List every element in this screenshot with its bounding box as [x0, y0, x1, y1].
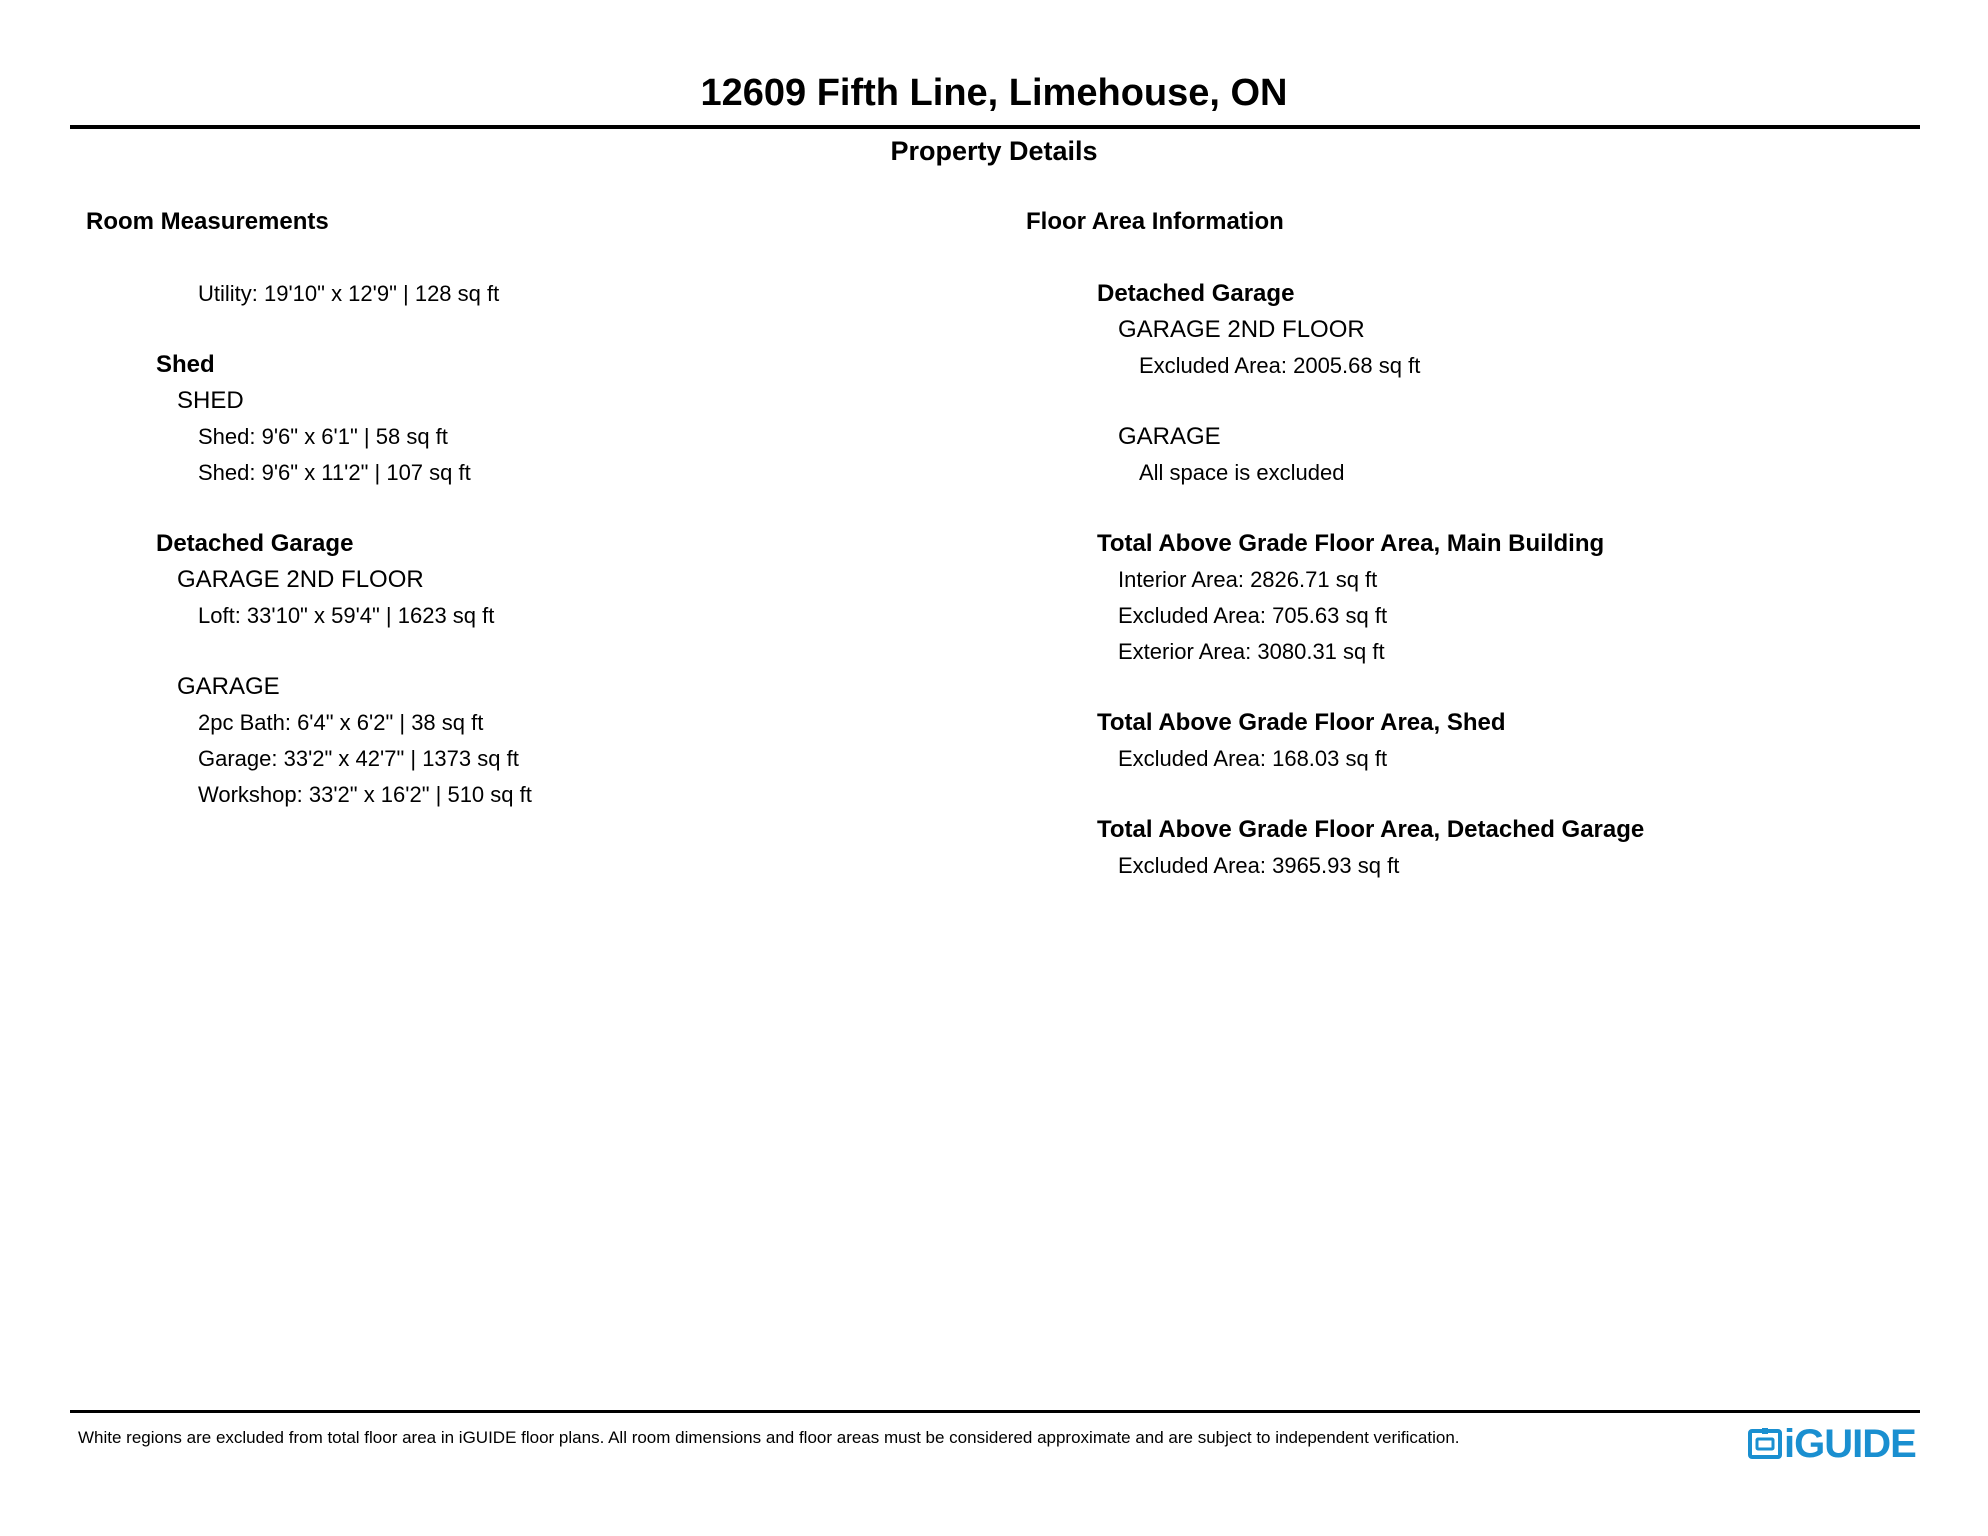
floor-area-column	[1026, 206, 1926, 238]
fa-total-main-interior: Interior Area: 2826.71 sq ft	[1118, 567, 1378, 592]
room-measurements-heading: Room Measurements	[86, 208, 329, 235]
iguide-logo	[1748, 1420, 1916, 1468]
fa-garage-excluded: All space is excluded	[1139, 460, 1345, 485]
room-line-loft: Loft: 33'10" x 59'4" | 1623 sq ft	[198, 603, 495, 628]
room-measurements-list	[156, 276, 532, 813]
floor-area-heading: Floor Area Information	[1026, 208, 1284, 235]
garage-2nd-floor-title: GARAGE 2ND FLOOR	[177, 566, 424, 593]
iguide-logo-text: iGUIDE	[1784, 1422, 1916, 1466]
fa-total-shed-excluded: Excluded Area: 168.03 sq ft	[1118, 746, 1388, 771]
fa-total-main-exterior: Exterior Area: 3080.31 sq ft	[1118, 639, 1385, 664]
detached-garage-section-title: Detached Garage	[156, 530, 354, 557]
fa-garage-2nd-floor-excluded: Excluded Area: 2005.68 sq ft	[1139, 353, 1421, 378]
fa-garage-2nd-floor-title: GARAGE 2ND FLOOR	[1118, 316, 1365, 343]
fa-total-shed-title: Total Above Grade Floor Area, Shed	[1097, 709, 1506, 736]
fa-detached-garage-title: Detached Garage	[1097, 280, 1295, 307]
header-divider	[70, 125, 1920, 129]
shed-floor-title: SHED	[177, 387, 244, 414]
fa-total-main-title: Total Above Grade Floor Area, Main Building	[1097, 530, 1605, 557]
property-address-title: 12609 Fifth Line, Limehouse, ON	[700, 72, 1288, 114]
page-subtitle: Property Details	[890, 136, 1098, 166]
footer-disclaimer: White regions are excluded from total floor area in iGUIDE floor plans. All room dimensions and floor areas must be considered approximate and are subject to independent verification.	[78, 1428, 1460, 1447]
fa-total-main-excluded: Excluded Area: 705.63 sq ft	[1118, 603, 1388, 628]
room-line-2pc-bath: 2pc Bath: 6'4" x 6'2" | 38 sq ft	[198, 710, 484, 735]
room-line-workshop: Workshop: 33'2" x 16'2" | 510 sq ft	[198, 782, 532, 807]
room-measurements-column	[86, 206, 986, 238]
fa-garage-floor-title: GARAGE	[1118, 423, 1221, 450]
room-line-garage: Garage: 33'2" x 42'7" | 1373 sq ft	[198, 746, 519, 771]
shed-section-title: Shed	[156, 351, 215, 378]
fa-total-garage-excluded: Excluded Area: 3965.93 sq ft	[1118, 853, 1400, 878]
footer-divider	[70, 1410, 1920, 1413]
garage-floor-title: GARAGE	[177, 673, 280, 700]
fa-total-garage-title: Total Above Grade Floor Area, Detached Garage	[1097, 816, 1645, 843]
room-line-shed-1: Shed: 9'6" x 6'1" | 58 sq ft	[198, 424, 448, 449]
floor-area-list	[1097, 276, 1644, 884]
iguide-camera-icon	[1748, 1428, 1782, 1460]
room-line-utility: Utility: 19'10" x 12'9" | 128 sq ft	[198, 281, 500, 306]
room-line-shed-2: Shed: 9'6" x 11'2" | 107 sq ft	[198, 460, 471, 485]
